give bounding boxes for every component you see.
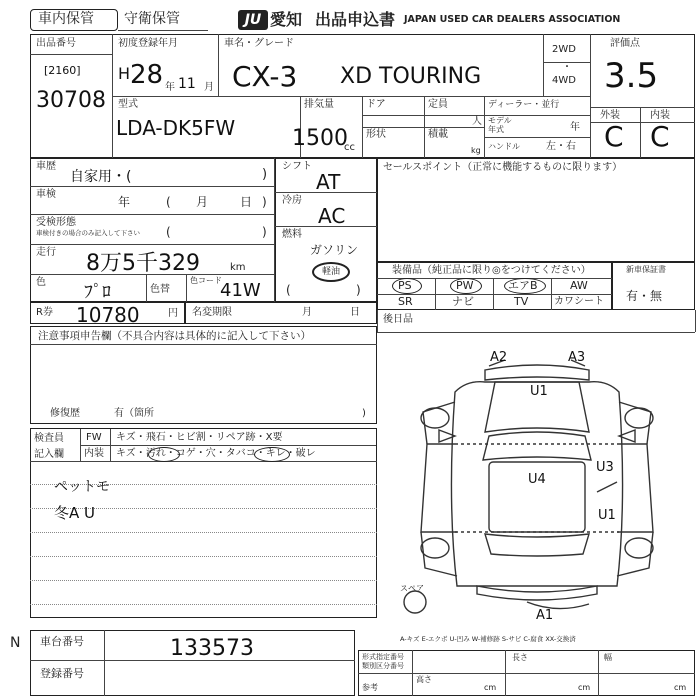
ac-label: 冷房 (282, 195, 302, 206)
dealer-label: ディーラー・並行 (488, 100, 560, 110)
fuel-value: ガソリン (310, 243, 359, 257)
registration-month: 11 (178, 76, 196, 92)
damage-legend: A-キズ E-エクボ U-凹み W-補修跡 S-サビ C-腐食 XX-交換済 (400, 635, 576, 643)
u3-arrow-icon (597, 482, 617, 492)
equip-ps: PS (398, 279, 412, 292)
inspector-int-label: 内装 (84, 448, 104, 459)
color-replace-label: 色替 (150, 284, 170, 295)
margin-mark: N (10, 635, 21, 651)
receipt-note: 車検付きの場合のみ記入して下さい (36, 229, 140, 237)
height-label: 高さ (416, 675, 432, 684)
model-year-label-1: モデル (488, 116, 512, 125)
wheel-fl-icon (421, 408, 449, 428)
ref-label: 参考 (362, 683, 378, 692)
unit-cm-3: cm (484, 683, 497, 692)
recycle-value: 10780 (76, 303, 140, 327)
recycle-unit: 円 (168, 308, 178, 319)
lot-bracket-number: [2160] (44, 64, 81, 77)
inspection-label: 車検 (36, 189, 56, 200)
windshield-icon (483, 432, 591, 460)
car-model: CX-3 (232, 60, 298, 93)
damage-mark-u3: U3 (596, 460, 614, 475)
color-code-value: 41W (220, 280, 261, 301)
registration-era-icon: H (118, 64, 131, 83)
sheet-title: 出品申込書 (315, 10, 396, 29)
warranty-label: 新車保証書 (626, 265, 666, 274)
car-name-label: 車名・グレード (224, 38, 294, 49)
tab-security-label: 守衛保管 (124, 11, 180, 27)
fuel-close: ) (356, 283, 361, 297)
color-value: ﾌﾟﾛ (84, 282, 111, 303)
history-close: ) (262, 167, 268, 182)
model-code-value: LDA-DK5FW (116, 116, 236, 140)
grade-value: 3.5 (604, 56, 659, 96)
inspection-year: 年 (118, 195, 131, 209)
length-label: 長さ (512, 653, 528, 662)
grade-label: 評価点 (610, 38, 640, 49)
owner-change-day: 日 (350, 307, 360, 318)
ac-value: AC (318, 204, 346, 228)
car-grade: XD TOURING (340, 64, 482, 89)
damage-mark-u4: U4 (528, 472, 546, 487)
chassis-value: 133573 (170, 636, 254, 661)
lot-number: 30708 (36, 88, 106, 113)
cert-label-2: 類別区分番号 (362, 662, 404, 670)
color-code-label: 色コード (190, 276, 222, 285)
recycle-label: R券 (36, 307, 53, 318)
equip-pw: PW (456, 279, 474, 292)
equip-airbag: エアB (508, 279, 538, 292)
inspector-note-1: ペットモ (54, 479, 110, 495)
damage-mark-a1: A1 (536, 608, 554, 623)
rear-bumper-icon (477, 586, 597, 600)
inspection-close: ) (262, 195, 267, 209)
equip-navi: ナビ (452, 295, 474, 308)
rear-window-icon (485, 534, 589, 556)
damage-mark-a2: A2 (490, 350, 508, 365)
front-bumper-icon (485, 365, 589, 380)
repair-options: 有（箇所 (114, 408, 154, 419)
equip-sr: SR (398, 295, 413, 308)
repair-close: ) (362, 408, 366, 419)
history-value: 自家用・( (70, 169, 132, 185)
damage-mark-u1-side: U1 (598, 508, 616, 523)
equip-ps-circle-icon (392, 278, 422, 294)
door-label: ドア (366, 99, 386, 110)
selling-points-block (377, 158, 695, 262)
notes-label: 注意事項申告欄（不具合内容は具体的に記入して下さい） (38, 330, 311, 342)
unit-cm-1: cm (578, 683, 591, 692)
color-label: 色 (36, 277, 46, 288)
unit-cm-2: cm (674, 683, 687, 692)
inspection-open: ( (166, 195, 171, 209)
capacity-label: 定員 (428, 99, 448, 110)
tab-interior-label: 車内保管 (38, 11, 94, 27)
association-name-ja: 愛知 (270, 10, 303, 29)
displacement-label: 排気量 (304, 99, 334, 110)
handle-label: ハンドル (488, 142, 520, 151)
weight-label: 積載 (428, 129, 448, 140)
fuel-open: ( (286, 283, 291, 297)
mileage-unit: km (230, 262, 246, 273)
plate-label: 登録番号 (40, 667, 84, 680)
inspector-note-2: 冬A U (54, 504, 96, 522)
inspector-label-2: 記入欄 (34, 449, 64, 460)
chassis-label: 車台番号 (40, 635, 84, 648)
equip-aw: AW (570, 279, 588, 292)
drive-4wd: 4WD (552, 75, 576, 86)
spare-tire-icon (404, 591, 426, 613)
cert-label-1: 形式指定番号 (362, 653, 404, 661)
shift-label: シフト (282, 161, 312, 172)
width-label: 幅 (604, 653, 612, 662)
registration-label: 初度登録年月 (118, 38, 178, 49)
owner-change-label: 名変期限 (192, 307, 232, 318)
registration-month-suffix: 月 (204, 82, 214, 93)
lot-label: 出品番号 (36, 38, 76, 49)
equip-leather: カワシート (554, 296, 604, 307)
interior-grade: C (650, 120, 670, 153)
owner-change-month: 月 (302, 307, 312, 318)
fuel-label: 燃料 (282, 229, 302, 240)
mileage-label: 走行 (36, 247, 56, 258)
inspector-fw-items: キズ・飛石・ヒビ割・リペア跡・X要 (116, 432, 283, 443)
receipt-label: 受検形態 (36, 217, 76, 228)
model-code-label: 型式 (118, 99, 138, 110)
shift-value: AT (316, 170, 341, 194)
model-year-label-2: 年式 (488, 125, 504, 134)
receipt-close: ) (262, 225, 267, 239)
fuel-sub-circled: 軽油 (312, 262, 350, 282)
later-docs-label: 後日品 (383, 314, 413, 325)
inspector-label-1: 検査員 (34, 433, 64, 444)
inspection-month: 月 (196, 195, 209, 209)
receipt-open: ( (166, 225, 171, 239)
tobacco-circle-icon (254, 447, 290, 462)
weight-unit: kg (471, 146, 481, 155)
registration-year: 28 (130, 60, 164, 90)
wheel-rr-icon (625, 538, 653, 558)
history-label: 車歴 (36, 161, 56, 172)
exterior-grade: C (604, 120, 624, 153)
handle-options: 左・右 (546, 141, 576, 152)
damage-mark-a3: A3 (568, 350, 586, 365)
equip-airbag-circle-icon (504, 278, 546, 294)
shape-label: 形状 (366, 129, 386, 140)
drive-dot: ・ (562, 62, 572, 73)
inspector-int-items: キズ・汚れ・コゲ・穴・タバコ・キレ・破レ (116, 448, 316, 459)
registration-year-suffix: 年 (165, 82, 175, 93)
inspector-fw-label: FW (86, 432, 102, 443)
interior-label: 内装 (650, 110, 670, 121)
association-name-en: JAPAN USED CAR DEALERS ASSOCIATION (404, 14, 621, 25)
displacement-value: 1500 (292, 126, 348, 151)
wheel-fr-icon (625, 408, 653, 428)
equipment-label: 装備品（純正品に限り◎をつけてください） (392, 265, 591, 276)
model-year-unit: 年 (570, 122, 580, 133)
equip-pw-circle-icon (450, 278, 482, 294)
drive-2wd: 2WD (552, 44, 576, 55)
capacity-unit: 人 (472, 116, 482, 127)
ju-logo-icon: JU (238, 10, 268, 30)
mileage-value: 8万5千329 (86, 251, 200, 276)
displacement-unit: cc (344, 142, 355, 153)
exterior-label: 外装 (600, 110, 620, 121)
warranty-options: 有・無 (626, 289, 663, 303)
dirt-circle-icon (148, 447, 180, 462)
damage-mark-u1-front: U1 (530, 384, 548, 399)
selling-points-label: セールスポイント（正常に機能するものに限ります） (383, 162, 623, 173)
inspection-day: 日 (240, 195, 253, 209)
wheel-rl-icon (421, 538, 449, 558)
equip-tv: TV (514, 295, 529, 308)
spare-label: スペア (400, 584, 424, 593)
repair-label: 修復歴 (50, 408, 80, 419)
